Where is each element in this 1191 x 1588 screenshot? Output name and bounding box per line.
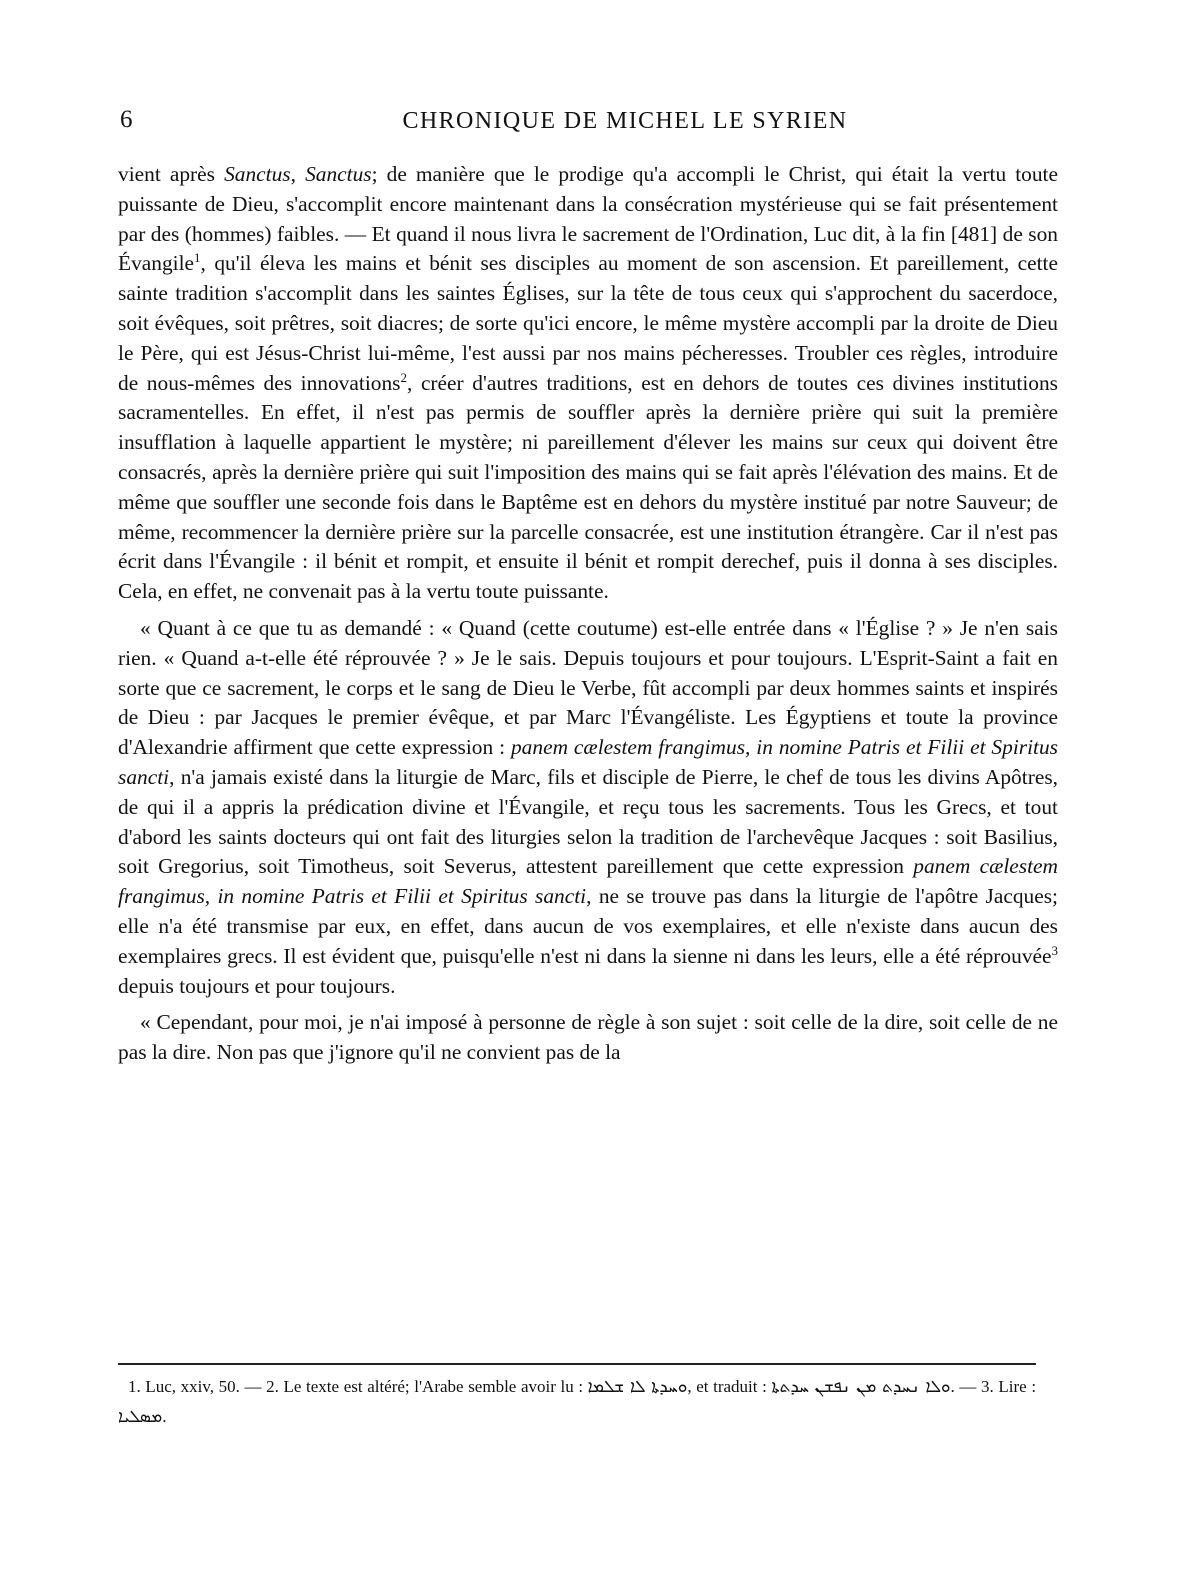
text-run: , qu'il éleva les mains et bénit ses disciples au moment de son ascension. Et pareillement, cette sainte tradition s'accomplit dans les saintes Églises, sur la tête de tous ceux qui s'approchent du sacerdoce, soit évêques, soit prêtres, soit diacres; de sorte qu'ici encore, le même mystère accompli par la droite de Dieu le Père, qui est Jésus-Christ lui-même, l'est aussi par nos mains pécheresses. Troubler ces règles, introduire de nous-mêmes des innovations [118,251,1058,395]
footnotes [118,1372,1036,1432]
italic-latin-text: Sanctus [305,162,372,186]
footnote [245,1377,955,1396]
italic-latin-text: panem cælestem frangimus, in nomine Patris et Filii et Spiritus sancti [118,735,1058,789]
running-title: CHRONIQUE DE MICHEL LE SYRIEN [402,108,848,134]
running-head [120,106,1060,146]
page-number: 6 [120,106,133,133]
footnote-rule [118,1363,1036,1365]
text-run: « Cependant, pour moi, je n'ai imposé à personne de règle à son sujet : soit celle de la dire, soit celle de ne pas la dire. Non pas que j'ignore qu'il ne convient pas de la [118,1010,1058,1065]
footnote-marker: 3 [1051,942,1058,958]
text-run: 1. Luc, xxiv, 50. [128,1377,240,1396]
text-run: ; de manière que le prodige qu'a accompli le Christ, qui était la vertu toute puissante de Dieu, s'accomplit encore maintenant dans la consécration mystérieuse qui se fait présentement par des (hommes) faibles. — Et quand il nous livra le sacrement de l'Ordination, Luc dit, à la fin [481] de son Évangile [118,162,1058,276]
text-run: 2. Le texte est altéré; l'Arabe semble avoir lu : [266,1377,588,1396]
syriac-text: ܘܚܕܬܐ ܠܐ ܫܠܡܐ [587,1377,688,1397]
syriac-text: ܘܠܐ ܢܚܕܬ ܡܢ ܢܦܫܢ ܚܕܬܬܐ [771,1377,951,1397]
syriac-text: ܡܣܠܝܐ [118,1407,163,1427]
text-run: vient après [118,162,225,186]
text-run: . [950,1377,955,1396]
footnote [128,1377,240,1396]
footnote-marker: 1 [194,250,201,266]
italic-latin-text: Sanctus [224,162,291,186]
text-run: depuis toujours et pour toujours. [118,973,396,998]
paragraph [118,614,1058,1001]
paragraph [118,160,1058,607]
text-run: , et traduit : [687,1377,772,1396]
text-run: « Quant à ce que tu as demandé : « Quand (cette coutume) est-elle entrée dans « l'Église ? » Je n'en sais rien. « Quand a-t-elle été réprouvée ? » Je le sais. Depuis toujours et pour toujours. L'Esprit-Saint a fait en sorte que ce sacrement, le corps et le sang de Dieu le Verbe, fût accompli par deux hommes saints et inspirés de Dieu : par Jacques le premier évêque, et par Marc l'Évangéliste. Les Égyptiens et toute la province d'Alexandrie affirment que cette expression : [118,615,1058,760]
text-run: 3. Lire : [981,1377,1037,1396]
text-run: , ne se trouve pas dans la liturgie de l'apôtre Jacques; elle n'a été transmise par eux, en effet, dans aucun de vos exemplaires, et elle n'existe dans aucun des exemplaires grecs. Il est évident que, puisqu'elle n'est ni dans la sienne ni dans les leurs, elle a été réprouvée [118,884,1058,968]
italic-latin-text: panem cælestem frangimus, in nomine Patris et Filii et Spiritus sancti [118,854,1058,909]
text-run: , [290,162,306,186]
text-run: , n'a jamais existé dans la liturgie de Marc, fils et disciple de Pierre, le chef de tous les divins Apôtres, de qui il a appris la prédication divine et l'Évangile, et reçu tous les sacrements. Tous les Grecs, et tout d'abord les saints docteurs qui ont fait des liturgies selon la tradition de l'archevêque Jacques : soit Basilius, soit Gregorius, soit Timotheus, soit Severus, attestent pareillement que cette expression [118,764,1058,879]
main-text [118,160,1058,1068]
paragraph [118,1008,1058,1068]
text-run: . [162,1407,167,1426]
footnote-marker: 2 [400,369,407,385]
text-run: , créer d'autres traditions, est en dehors de toutes ces divines institutions sacramentelles. En effet, il n'est pas permis de souffler après la dernière prière qui suit la première insufflation à laquelle appartient le mystère; ni pareillement d'élever les mains sur ceux qui doivent être consacrés, après la dernière prière qui suit l'imposition des mains qui se fait après l'élévation des mains. Et de même que souffler une seconde fois dans le Baptême est en dehors du mystère institué par notre Sauveur; de même, recommencer la dernière prière sur la parcelle consacrée, est une institution étrangère. Car il n'est pas écrit dans l'Évangile : il bénit et rompit, et ensuite il bénit et rompit derechef, puis il donna à ses disciples. Cela, en effet, ne convenait pas à la vertu toute puissante. [118,370,1058,604]
